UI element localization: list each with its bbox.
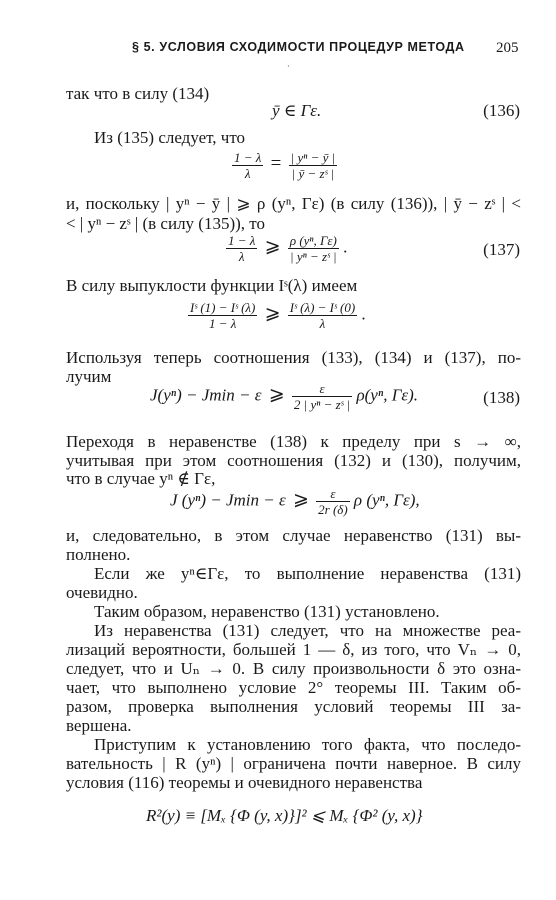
fraction: $\frac{1 - \lambda}{\lambda}$ [234,150,262,181]
text-line: полнено. [66,545,131,564]
equation-number: (137) [483,240,520,259]
text-line: и, поскольку | yⁿ − ȳ | ⩾ ρ (yⁿ, Γε) (в силу (136)), | ȳ − zˢ | < [66,194,521,213]
text-line: Из неравенства (131) следует, что на множестве реа- [94,621,521,640]
text-line: В силу выпуклости функции Iˢ(λ) имеем [66,276,358,295]
equation-ratio: $\frac{1 - \lambda}{\lambda}$ = $\frac{\text{| yⁿ − ȳ |}}{\text{| ȳ − zˢ |}}$ [234,150,336,181]
fraction: $\frac{\text{ρ (yⁿ, Γε)}}{\text{| yⁿ − zˢ |}}$ [289,233,337,264]
text-line: < | yⁿ − zˢ | (в силу (135)), то [66,214,265,233]
text-line: учитывая при этом соотношения (132) и (130), получим, [66,451,521,470]
text-line: вательность | R (yⁿ) | ограничена почти наверное. В силу [66,754,521,773]
text-line: Переходя в неравенстве (138) к пределу при s → ∞, [66,432,521,451]
equation-number: (136) [483,101,520,120]
equation-variance: R²(y) ≡ [Mₓ {Φ (y, x)}]² ⩽ Mₓ {Φ² (y, x)} [146,806,423,825]
text-line: Из (135) следует, что [94,128,246,147]
page-number: 205 [496,40,519,56]
text-line: Используя теперь соотношения (133), (134) и (137), по- [66,348,521,367]
text-line: очевидно. [66,583,138,602]
fraction: $\frac{1 - \lambda}{\lambda}$ [228,233,256,264]
equation-137: $\frac{1 - \lambda}{\lambda}$ ⩾ $\frac{\text{ρ (yⁿ, Γε)}}{\text{| yⁿ − zˢ |}}$ . [228,233,348,264]
text-line: Приступим к установлению того факта, что последо- [94,735,521,754]
header-dot: · [287,62,290,71]
text-line: вершена. [66,716,132,735]
text-line: лизаций вероятности, большей 1 — δ, из того, что Vₙ → 0, [66,640,521,659]
text-line: чает, что выполнено условие 2° теоремы III. Таким об- [66,678,521,697]
text-line: и, следовательно, в этом случае неравенство (131) вы- [66,526,521,545]
equation-number: (138) [483,388,520,407]
text-line: лучим [66,367,112,386]
equation-136: ȳ ∈ Γε. [272,101,322,120]
text-line: разом, проверка выполнения условий теоремы III за- [66,697,521,716]
fraction: $\frac{\text{| yⁿ − ȳ |}}{\text{| ȳ − zˢ |}}$ [290,150,336,181]
running-header: § 5. УСЛОВИЯ СХОДИМОСТИ ПРОЦЕДУР МЕТОДА [132,40,465,54]
text-line: так что в силу (134) [66,84,210,103]
text-line: Таким образом, неравенство (131) установлено. [94,602,440,621]
equation-138: J(yⁿ) − Jmin − ε ⩾ $\frac{\varepsilon}{\text{2 | yⁿ − zˢ |}}$ ρ(yⁿ, Γε). [150,381,418,412]
text-line: условия (116) теоремы и очевидного неравенства [66,773,423,792]
equation-limit: J (yⁿ) − Jmin − ε ⩾ $\frac{\varepsilon}{2r (\delta)}$ ρ (yⁿ, Γε), [170,486,420,517]
equation-convexity: $\frac{\text{Iˢ (1) − Iˢ (λ)}}{1 - \lambda}$ ⩾ $\frac{\text{Iˢ (λ) − Iˢ (0)}}{\lambda}$ . [190,300,366,331]
fraction: $\frac{\text{Iˢ (λ) − Iˢ (0)}}{\lambda}$ [289,300,356,331]
text-line: следует, что и Uₙ → 0. В силу произвольности δ это озна- [66,659,521,678]
text-line: что в случае yⁿ ∉ Γε, [66,469,216,488]
fraction: $\frac{\varepsilon}{\text{2 | yⁿ − zˢ |}}$ [293,381,351,412]
text-line: Если же yⁿ∈Γε, то выполнение неравенства (131) [94,564,521,583]
fraction: $\frac{\varepsilon}{2r (\delta)}$ [318,486,348,517]
fraction: $\frac{\text{Iˢ (1) − Iˢ (λ)}}{1 - \lambda}$ [190,300,256,331]
